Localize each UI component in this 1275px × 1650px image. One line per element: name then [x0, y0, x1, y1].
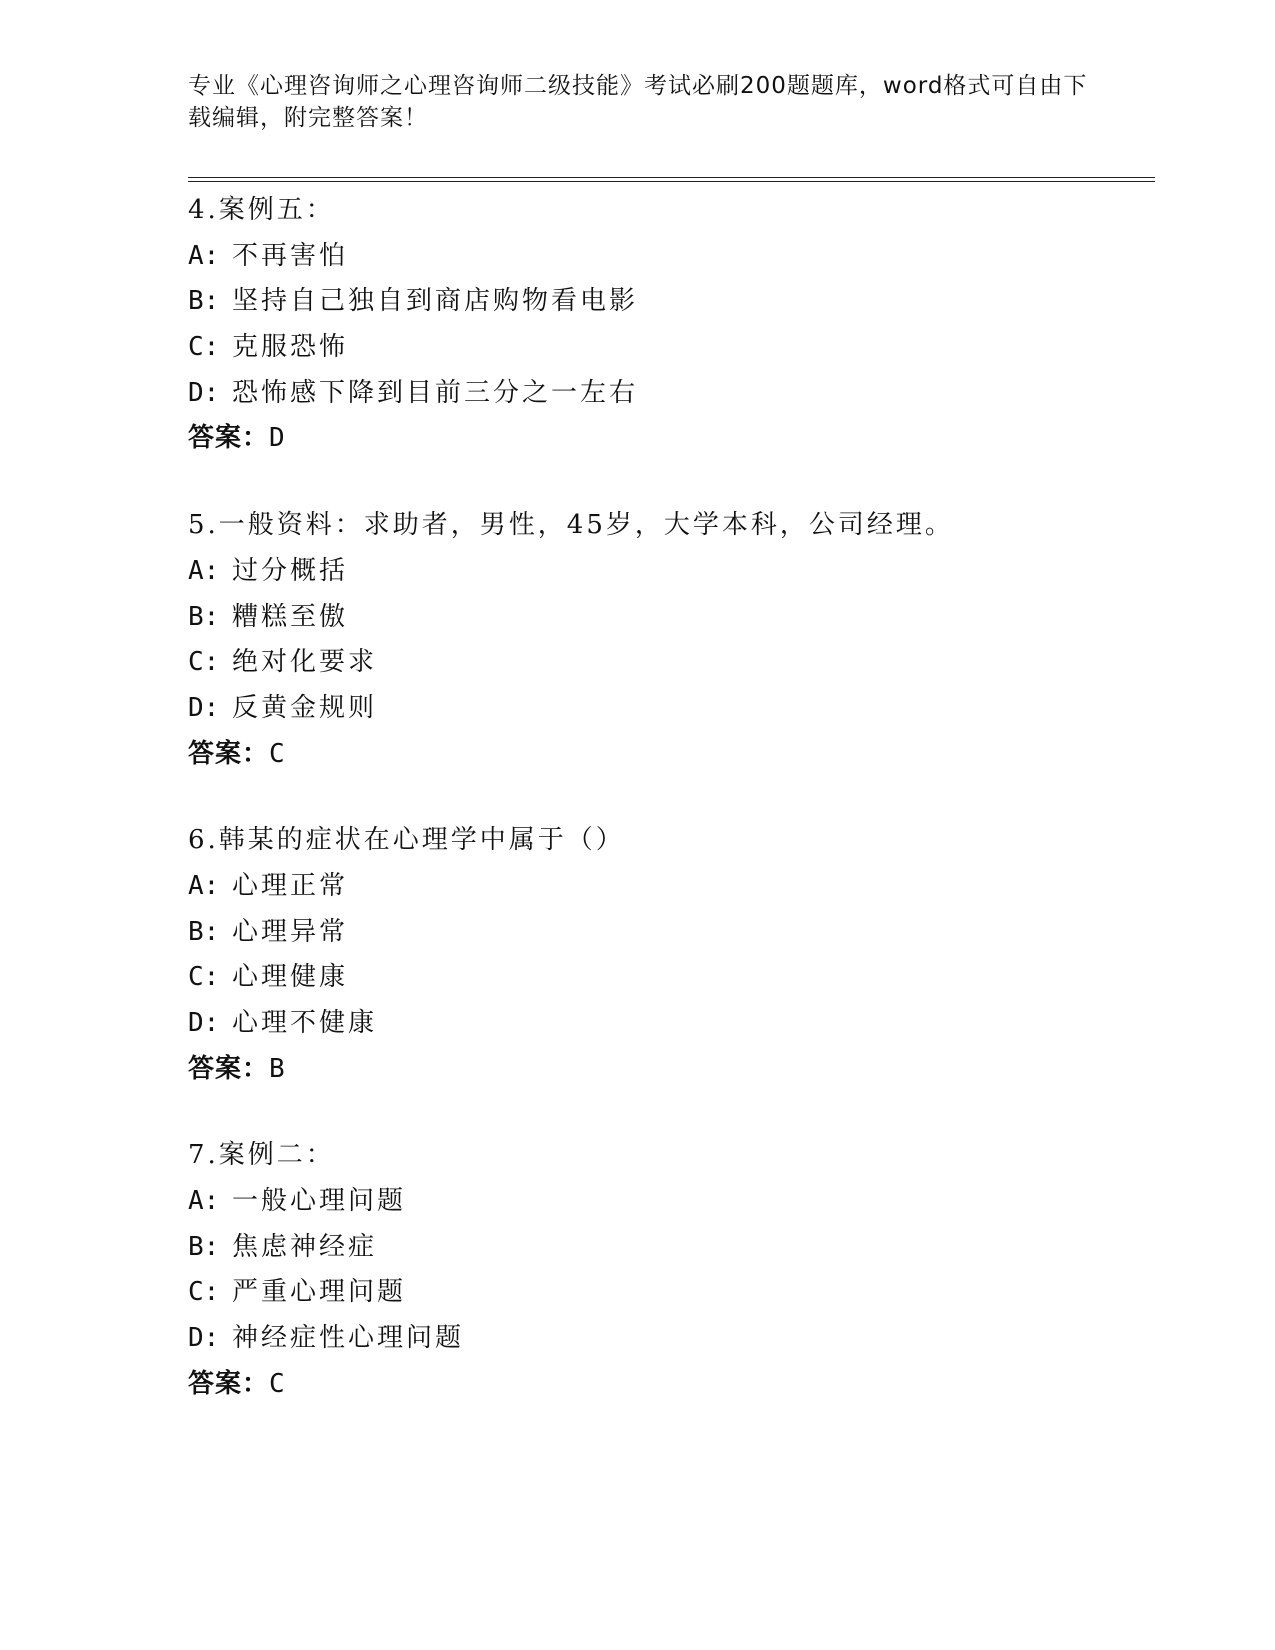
answer-value: C	[269, 738, 286, 769]
answer-line	[188, 732, 1148, 778]
option-c	[188, 1270, 1148, 1316]
option-c	[188, 955, 1148, 1001]
option-text: 绝对化要求	[232, 647, 378, 678]
option-key: C:	[188, 962, 220, 993]
option-key: C:	[188, 332, 220, 363]
option-text: 神经症性心理问题	[232, 1323, 465, 1354]
question-stem: 4.案例五：	[188, 195, 335, 225]
option-b	[188, 1225, 1148, 1271]
header-divider	[188, 177, 1155, 182]
option-a	[188, 549, 1148, 595]
option-key: A:	[188, 870, 220, 901]
option-key: B:	[188, 286, 220, 317]
question-stem: 6.韩某的症状在心理学中属于（）	[188, 825, 625, 856]
option-d	[188, 1316, 1148, 1362]
option-b	[188, 595, 1148, 641]
option-b	[188, 910, 1148, 956]
option-text: 一般心理问题	[232, 1186, 407, 1217]
answer-value: B	[269, 1053, 286, 1084]
option-b	[188, 279, 1148, 325]
option-key: C:	[188, 647, 220, 678]
option-key: B:	[188, 1231, 220, 1262]
option-d	[188, 1001, 1148, 1047]
question-list	[188, 188, 1148, 1449]
option-key: D:	[188, 692, 220, 723]
option-key: A:	[188, 240, 220, 271]
answer-line	[188, 1047, 1148, 1093]
option-text: 心理不健康	[232, 1008, 378, 1038]
answer-label: 答案：	[188, 423, 270, 454]
question-stem: 7.案例二：	[188, 1140, 335, 1171]
option-c	[188, 325, 1148, 371]
option-text: 心理健康	[232, 962, 349, 993]
option-key: D:	[188, 1323, 220, 1354]
option-text: 严重心理问题	[232, 1277, 407, 1308]
option-text: 心理正常	[232, 870, 349, 901]
question-4	[188, 188, 1148, 462]
option-key: B:	[188, 601, 220, 632]
option-c	[188, 640, 1148, 686]
question-6	[188, 818, 1148, 1092]
option-text: 克服恐怖	[232, 332, 349, 363]
option-key: A:	[188, 555, 220, 586]
option-key: A:	[188, 1186, 220, 1217]
answer-value: C	[269, 1368, 286, 1399]
answer-line	[188, 1362, 1148, 1408]
option-key: D:	[188, 1008, 220, 1038]
question-stem: 5.一般资料：求助者，男性，45岁，大学本科，公司经理。	[188, 510, 954, 541]
answer-label: 答案：	[188, 738, 270, 769]
answer-label: 答案：	[188, 1053, 270, 1084]
option-key: D:	[188, 377, 220, 408]
answer-label: 答案：	[188, 1368, 270, 1399]
option-text: 过分概括	[232, 555, 349, 586]
option-d	[188, 686, 1148, 732]
option-text: 焦虑神经症	[232, 1231, 378, 1262]
option-key: C:	[188, 1277, 220, 1308]
question-5	[188, 503, 1148, 777]
option-text: 心理异常	[232, 916, 349, 947]
option-a	[188, 864, 1148, 910]
document-header	[188, 70, 1088, 134]
question-7	[188, 1133, 1148, 1407]
header-text: 专业《心理咨询师之心理咨询师二级技能》考试必刷200题题库，word格式可自由下载编辑，附完整答案！	[188, 73, 1088, 131]
option-key: B:	[188, 916, 220, 947]
option-a	[188, 1179, 1148, 1225]
option-text: 恐怖感下降到目前三分之一左右	[232, 377, 639, 408]
answer-value: D	[269, 423, 286, 454]
option-text: 不再害怕	[232, 240, 349, 271]
option-text: 坚持自己独自到商店购物看电影	[232, 286, 639, 317]
answer-line	[188, 416, 1148, 462]
option-text: 反黄金规则	[232, 692, 378, 723]
option-a	[188, 234, 1148, 280]
option-d	[188, 371, 1148, 417]
option-text: 糟糕至傲	[232, 601, 349, 632]
